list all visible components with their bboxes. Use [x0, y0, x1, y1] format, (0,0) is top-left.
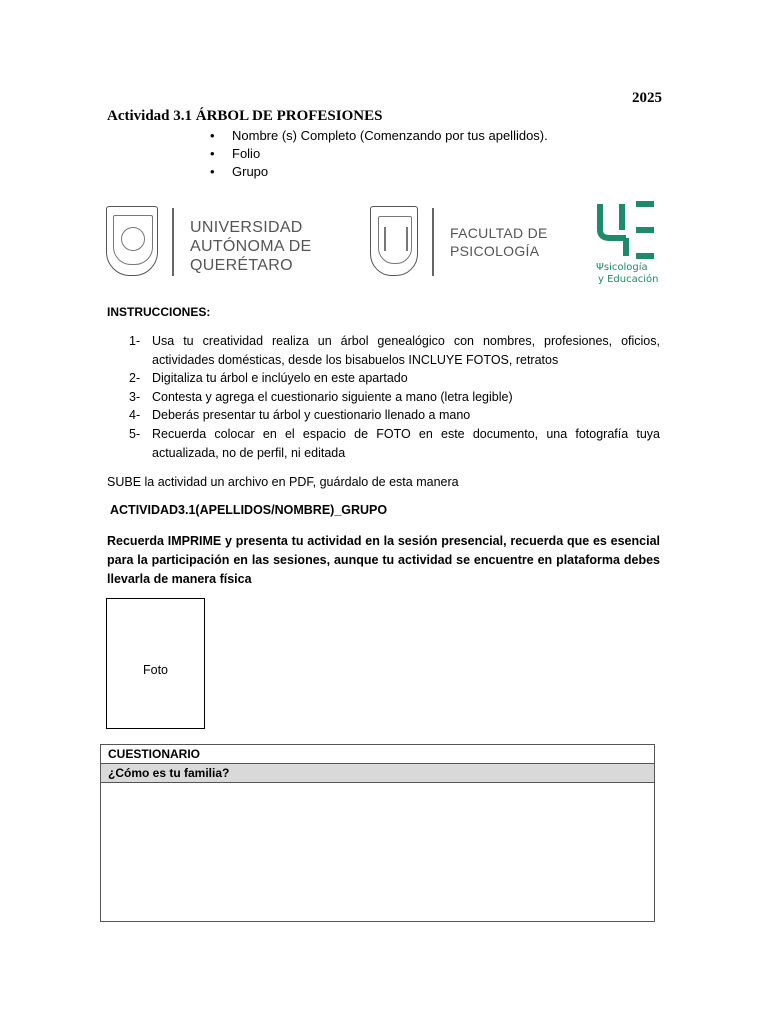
instruction-step [129, 332, 660, 369]
facultad-wordmark [450, 224, 548, 260]
logo-divider [172, 208, 174, 276]
instruction-step [129, 369, 660, 388]
photo-label: Foto [142, 663, 168, 677]
step-text: Deberás presentar tu árbol y cuestionario llenado a mano [152, 408, 471, 423]
uaq-logo [106, 204, 312, 280]
step-number: 3- [129, 389, 141, 404]
pe-wordmark-line: y Educación [598, 274, 659, 285]
logo-divider [432, 208, 434, 276]
photo-placeholder[interactable] [106, 598, 205, 729]
step-text: Usa tu creatividad realiza un árbol genealógico con nombres, profesiones, oficios, actividades domésticas, desde los bisabuelos INCLUYE FOTOS, retratos [152, 334, 660, 367]
uaq-wordmark-line: UNIVERSIDAD [190, 219, 303, 236]
facultad-wordmark-line: PSICOLOGÍA [450, 243, 540, 259]
psicologia-educacion-wordmark [596, 262, 658, 286]
step-number: 4- [129, 408, 141, 423]
step-number: 2- [129, 371, 141, 386]
filename-format: ACTIVIDAD3.1(APELLIDOS/NOMBRE)_GRUPO [110, 503, 388, 517]
bullet-item-name: • Nombre (s) Completo (Comenzando por tus apellidos). [210, 127, 548, 145]
uaq-seal-icon [106, 206, 158, 276]
uaq-wordmark-line: AUTÓNOMA DE [190, 238, 312, 255]
instruction-step [129, 406, 660, 425]
uaq-wordmark [190, 218, 312, 275]
step-text: Digitaliza tu árbol e inclúyelo en este apartado [152, 371, 408, 386]
questionnaire-table [100, 744, 655, 922]
psicologia-educacion-logo [596, 200, 660, 292]
answer-area[interactable] [101, 783, 654, 921]
instructions-list [129, 332, 660, 462]
step-text: Contesta y agrega el cuestionario siguiente a mano (letra legible) [152, 389, 513, 404]
student-info-list [210, 127, 548, 181]
step-number: 5- [129, 426, 141, 441]
upload-note: SUBE la actividad un archivo en PDF, guárdalo de esta manera [107, 475, 459, 489]
instructions-heading: INSTRUCCIONES: [107, 305, 211, 319]
instruction-step [129, 388, 660, 407]
facultad-psicologia-logo [370, 204, 550, 280]
questionnaire-heading: CUESTIONARIO [101, 745, 654, 764]
activity-title: Actividad 3.1 ÁRBOL DE PROFESIONES [107, 108, 383, 124]
facultad-seal-icon [370, 206, 418, 276]
instruction-step [129, 425, 660, 462]
step-text: Recuerda colocar en el espacio de FOTO en este documento, una fotografía tuya actualizada, no de perfil, ni editada [152, 426, 660, 460]
document-year: 2025 [632, 90, 662, 106]
facultad-wordmark-line: FACULTAD DE [450, 225, 548, 241]
uaq-wordmark-line: QUERÉTARO [190, 257, 293, 274]
psi-e-logo-icon [596, 200, 656, 260]
bullet-item-folio: • Folio [210, 145, 548, 163]
question-row: ¿Cómo es tu familia? [101, 764, 654, 783]
step-number: 1- [129, 334, 141, 348]
bullet-item-group: • Grupo [210, 163, 548, 181]
print-reminder: Recuerda IMPRIME y presenta tu actividad en la sesión presencial, recuerda que es esencial para la participación en las sesiones, aunque tu actividad se encuentre en plataforma debes llevarla de manera física [107, 534, 660, 586]
pe-wordmark-line: Ψsicología [596, 262, 648, 273]
